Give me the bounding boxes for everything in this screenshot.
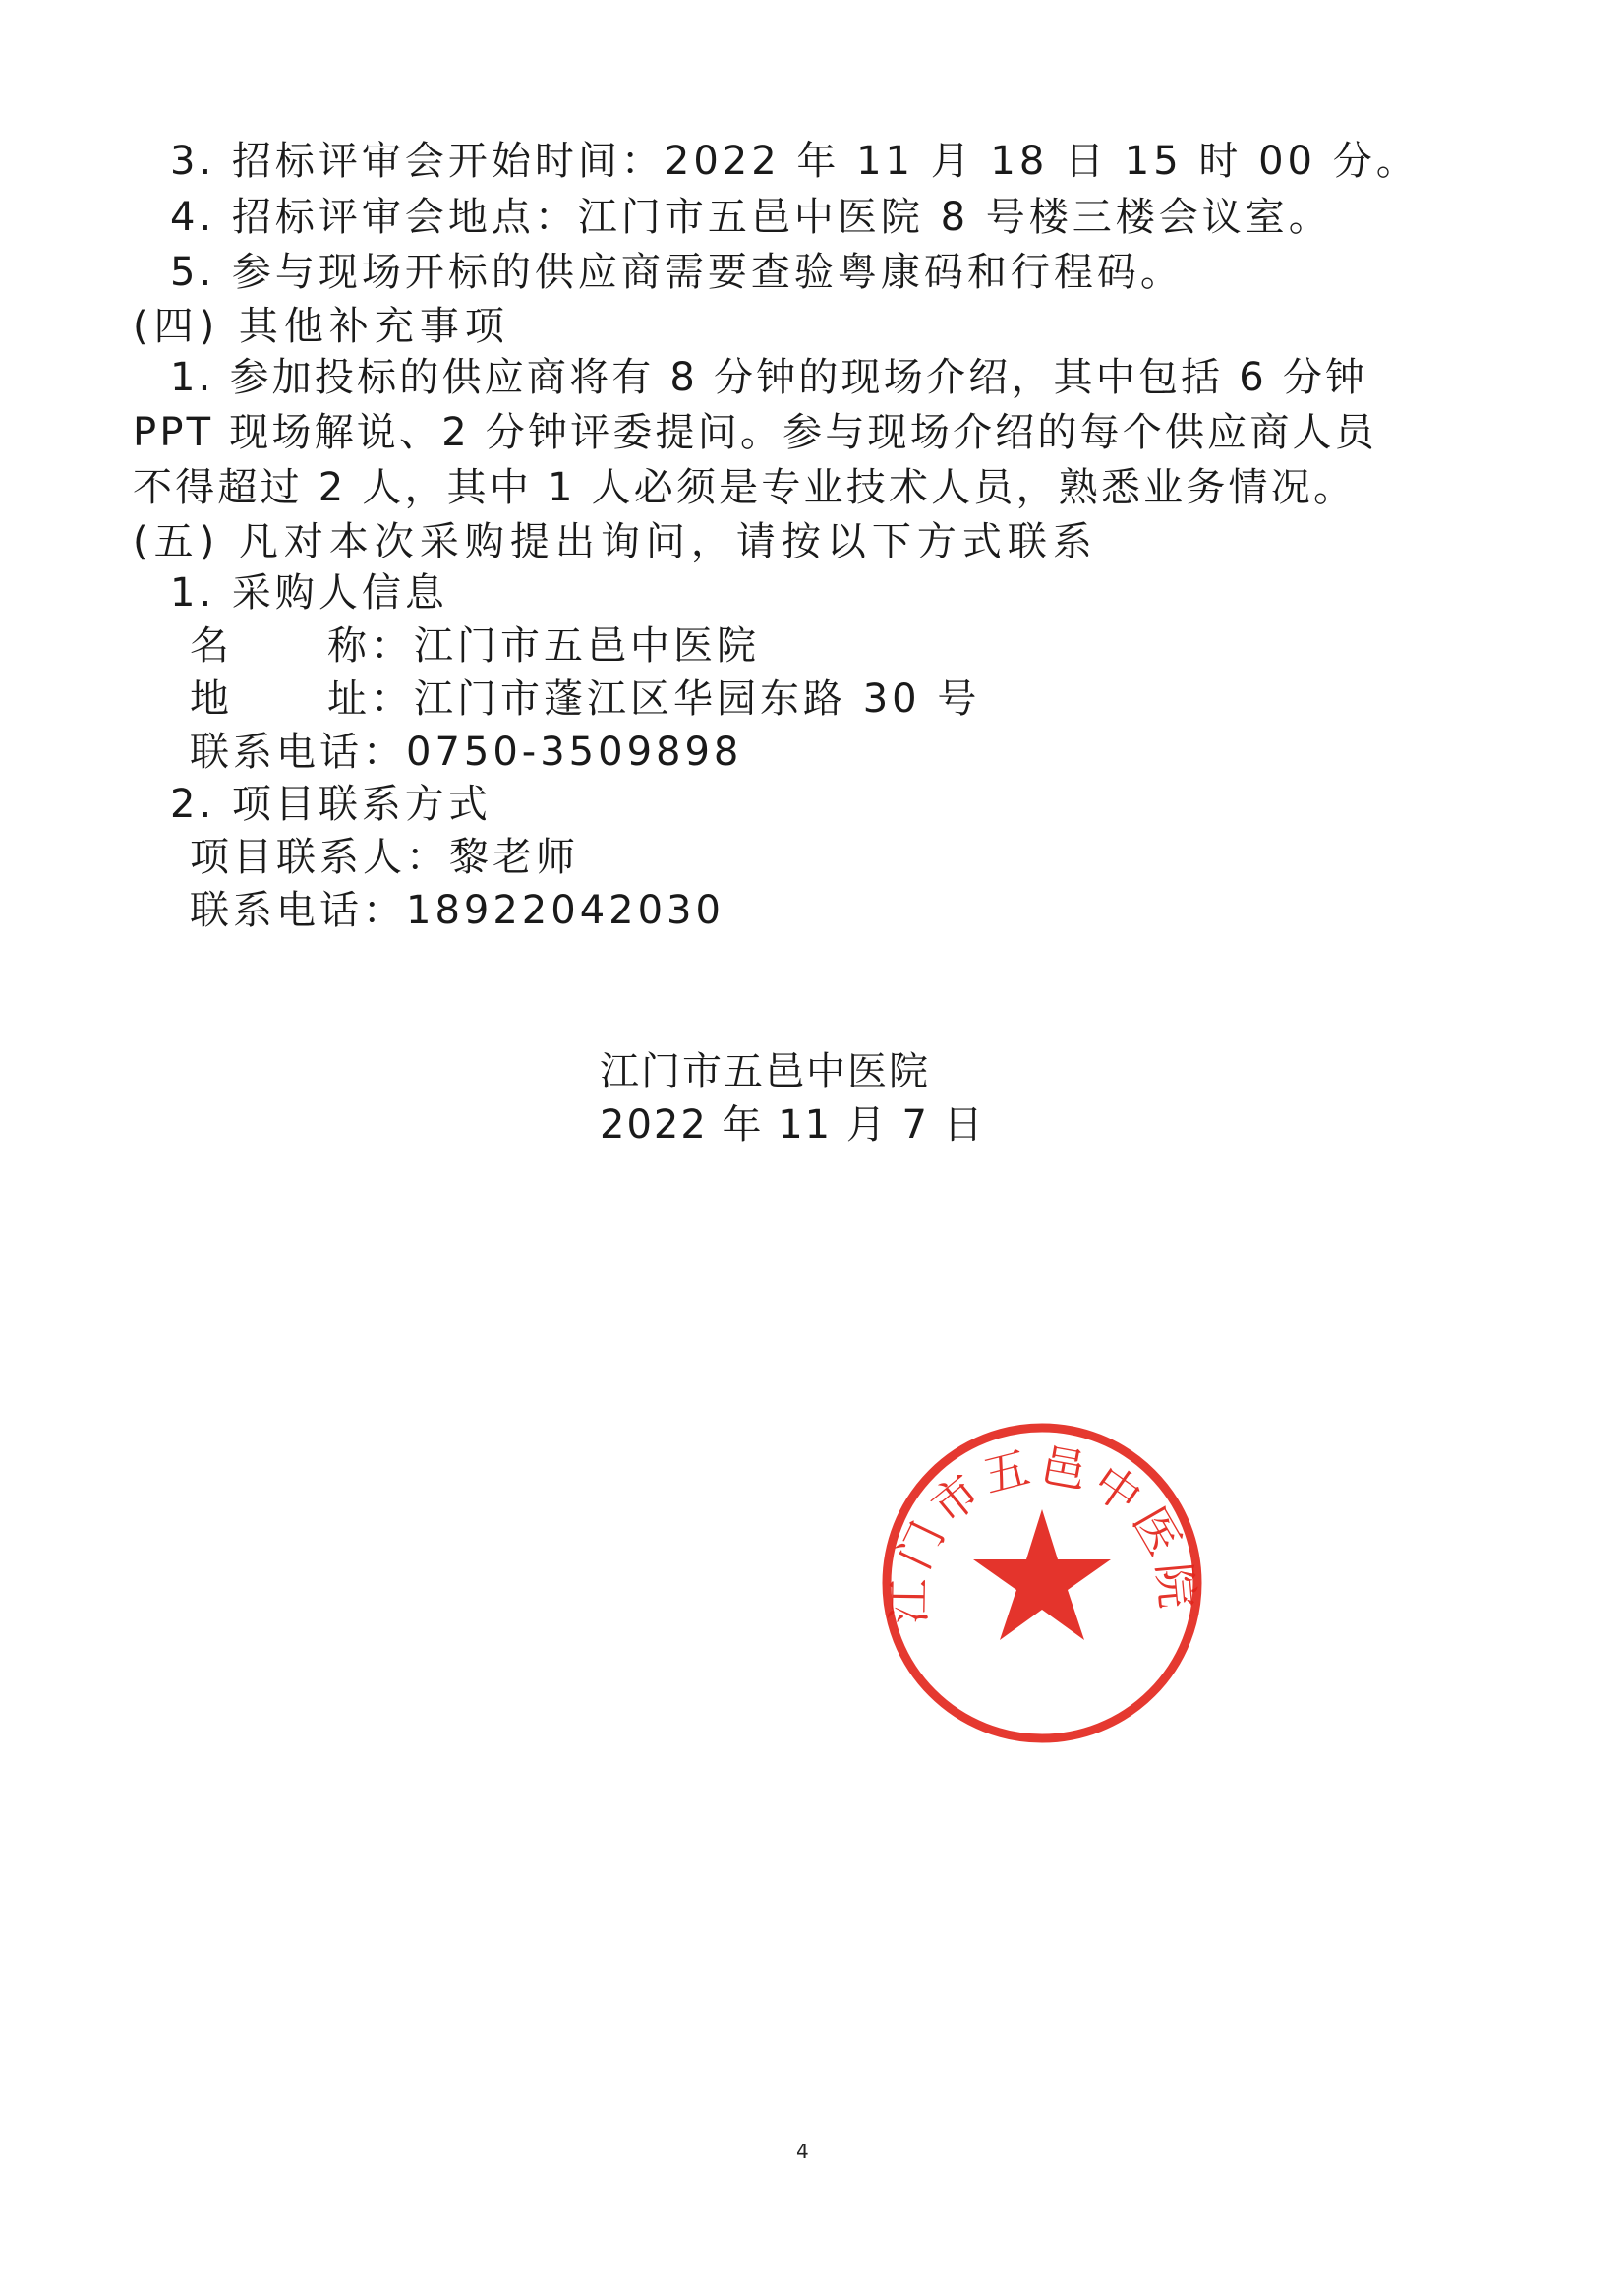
section-five-heading: (五) 凡对本次采购提出询问，请按以下方式联系 (133, 519, 1098, 564)
purchaser-name-value: 江门市五邑中医院 (414, 623, 760, 669)
purchaser-address-row (190, 676, 980, 723)
project-contact-value: 黎老师 (449, 835, 579, 880)
project-phone-value: 18922042030 (406, 888, 725, 933)
purchaser-name-label-b: 称： (327, 623, 414, 669)
signature-date: 2022 年 11 月 7 日 (600, 1102, 985, 1147)
purchaser-address-label-b: 址： (327, 676, 414, 722)
official-seal-icon (875, 1416, 1209, 1750)
section-four-heading: (四) 其他补充事项 (133, 304, 510, 349)
section-four-item1-line2: PPT 现场解说、2 分钟评委提问。参与现场介绍的每个供应商人员 (133, 410, 1377, 455)
project-phone-row (190, 887, 725, 934)
signature-organization: 江门市五邑中医院 (600, 1049, 930, 1094)
purchaser-phone-row (190, 729, 742, 776)
item-bid-review-location: 4. 招标评审会地点：江门市五邑中医院 8 号楼三楼会议室。 (170, 195, 1332, 240)
purchaser-address-value: 江门市蓬江区华园东路 30 号 (414, 676, 981, 722)
item-bid-review-time: 3. 招标评审会开始时间：2022 年 11 月 18 日 15 时 00 分。 (170, 139, 1420, 184)
purchaser-name-label-a: 名 (190, 623, 233, 669)
project-contact-title: 2. 项目联系方式 (170, 782, 492, 827)
page-number: 4 (796, 2140, 809, 2163)
purchaser-info-title: 1. 采购人信息 (170, 570, 448, 616)
project-contact-label: 项目联系人： (190, 835, 449, 880)
item-health-code-check: 5. 参与现场开标的供应商需要查验粤康码和行程码。 (170, 250, 1184, 295)
purchaser-name-row (190, 622, 760, 670)
purchaser-address-label-a: 地 (190, 676, 233, 722)
purchaser-phone-value: 0750-3509898 (406, 730, 743, 775)
project-phone-label: 联系电话： (190, 888, 406, 933)
project-contact-row (190, 834, 579, 881)
section-four-item1-line1: 1. 参加投标的供应商将有 8 分钟的现场介绍，其中包括 6 分钟 (170, 355, 1368, 400)
section-four-item1-line3: 不得超过 2 人，其中 1 人必须是专业技术人员，熟悉业务情况。 (133, 465, 1357, 510)
purchaser-phone-label: 联系电话： (190, 730, 406, 775)
seal-text: 江门市五邑中医院 (882, 1438, 1205, 1625)
